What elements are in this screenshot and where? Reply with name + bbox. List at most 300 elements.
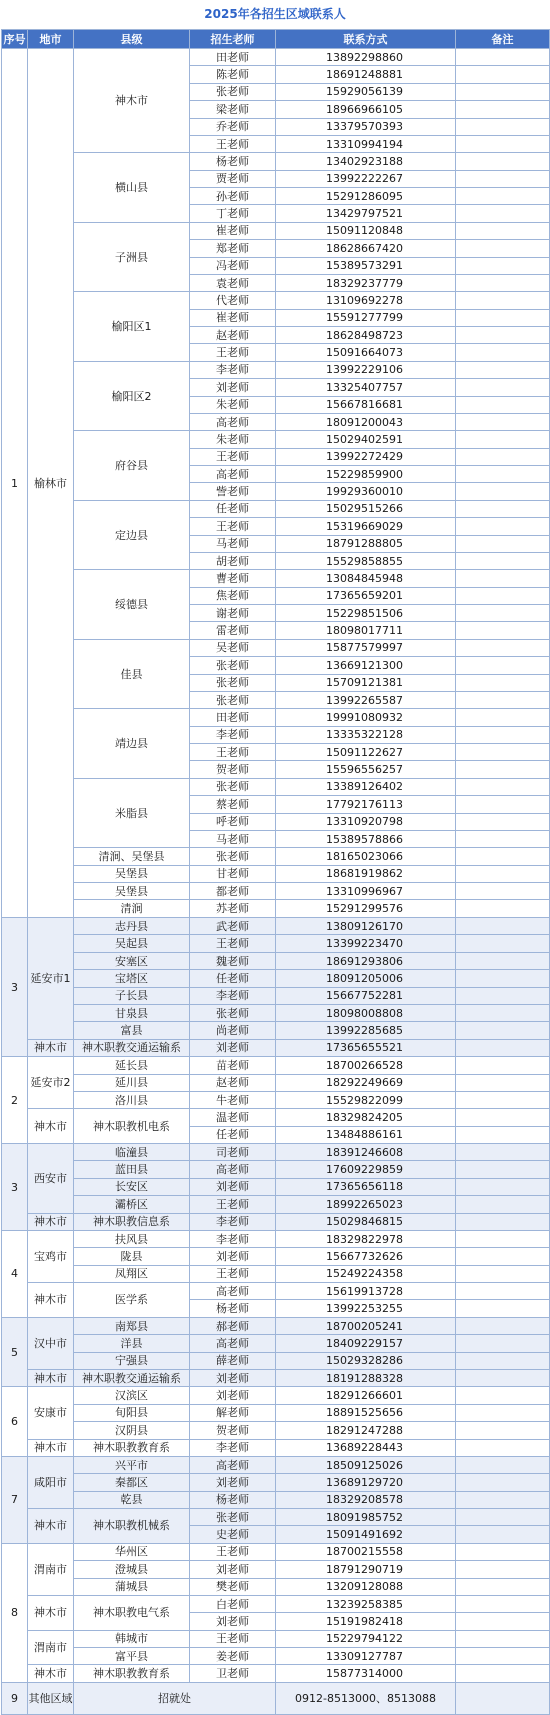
county-cell: 神木职教机械系: [74, 1509, 190, 1544]
teacher-cell: 高老师: [190, 1161, 276, 1178]
table-row: [2, 361, 550, 378]
phone-cell: 15249224358: [276, 1265, 456, 1282]
teacher-cell: 高老师: [190, 1335, 276, 1352]
remark-cell: [456, 170, 550, 187]
remark-cell: [456, 153, 550, 170]
phone-cell: 15709121381: [276, 674, 456, 691]
phone-cell: 15529822099: [276, 1091, 456, 1108]
phone-cell: 13325407757: [276, 379, 456, 396]
phone-cell: 18098008808: [276, 1004, 456, 1021]
phone-cell: 18700215558: [276, 1543, 456, 1560]
remark-cell: [456, 1300, 550, 1317]
seq-cell: 1: [2, 49, 28, 918]
remark-cell: [456, 274, 550, 291]
city-cell: 宝鸡市: [28, 1230, 74, 1282]
remark-cell: [456, 222, 550, 239]
phone-cell: 18691248881: [276, 66, 456, 83]
table-row: [2, 222, 550, 239]
remark-cell: [456, 865, 550, 882]
table-row: [2, 1369, 550, 1386]
county-cell: 子洲县: [74, 222, 190, 292]
header-contact: 联系方式: [276, 30, 456, 49]
contacts-table: [1, 29, 550, 1715]
county-cell: 旬阳县: [74, 1404, 190, 1421]
teacher-cell: 郑老师: [190, 240, 276, 257]
table-row: [2, 1543, 550, 1560]
county-cell: 扶风县: [74, 1230, 190, 1247]
teacher-cell: 王老师: [190, 1196, 276, 1213]
city-cell: 安康市: [28, 1387, 74, 1439]
phone-cell: 13310994194: [276, 135, 456, 152]
phone-cell: 18966966105: [276, 101, 456, 118]
phone-cell: 13689228443: [276, 1439, 456, 1456]
county-cell: 秦都区: [74, 1474, 190, 1491]
region-block: [2, 1317, 550, 1387]
table-row: [2, 1561, 550, 1578]
teacher-cell: 张老师: [190, 674, 276, 691]
teacher-cell: 张老师: [190, 657, 276, 674]
city-cell: 神木市: [28, 1509, 74, 1544]
page-title: 2025年各招生区域联系人: [204, 7, 346, 21]
phone-cell: 13689129720: [276, 1474, 456, 1491]
table-row: [2, 1161, 550, 1178]
teacher-cell: 刘老师: [190, 1387, 276, 1404]
table-row: [2, 500, 550, 517]
table-row: [2, 1665, 550, 1682]
phone-cell: 18165023066: [276, 848, 456, 865]
phone-cell: 18191288328: [276, 1369, 456, 1386]
phone-cell: 13992253255: [276, 1300, 456, 1317]
county-cell: 汉滨区: [74, 1387, 190, 1404]
table-row: [2, 1057, 550, 1074]
region-block: [2, 1543, 550, 1682]
table-row: [2, 1283, 550, 1300]
teacher-cell: 雷老师: [190, 622, 276, 639]
table-row: [2, 1213, 550, 1230]
phone-cell: 18091200043: [276, 413, 456, 430]
county-cell: 神木职教信息系: [74, 1213, 190, 1230]
teacher-cell: 白老师: [190, 1595, 276, 1612]
phone-cell: 13389126402: [276, 778, 456, 795]
county-cell: 神木职教机电系: [74, 1109, 190, 1144]
table-row: [2, 1578, 550, 1595]
teacher-cell: 刘老师: [190, 1613, 276, 1630]
remark-cell: [456, 674, 550, 691]
phone-cell: 13992265587: [276, 691, 456, 708]
county-cell: 安塞区: [74, 952, 190, 969]
teacher-cell: 赵老师: [190, 327, 276, 344]
header-teacher: 招生老师: [190, 30, 276, 49]
phone-cell: 18691293806: [276, 952, 456, 969]
phone-cell: 18628498723: [276, 327, 456, 344]
teacher-cell: 贺老师: [190, 1422, 276, 1439]
table-row: [2, 1509, 550, 1526]
teacher-cell: 高老师: [190, 1456, 276, 1473]
remark-cell: [456, 709, 550, 726]
city-cell: 神木市: [28, 1039, 74, 1056]
teacher-cell: 任老师: [190, 1126, 276, 1143]
phone-cell: 15229859900: [276, 466, 456, 483]
county-cell: 洋县: [74, 1335, 190, 1352]
teacher-cell: 李老师: [190, 1439, 276, 1456]
city-cell: 渭南市: [28, 1630, 74, 1665]
remark-cell: [456, 205, 550, 222]
teacher-cell: 苏老师: [190, 900, 276, 918]
table-row: [2, 1004, 550, 1021]
seq-cell: 3: [2, 1144, 28, 1231]
remark-cell: [456, 848, 550, 865]
remark-cell: [456, 900, 550, 918]
phone-cell: 15091664073: [276, 344, 456, 361]
remark-cell: [456, 1039, 550, 1056]
remark-cell: [456, 691, 550, 708]
remark-cell: [456, 726, 550, 743]
phone-cell: 17365659201: [276, 587, 456, 604]
teacher-cell: 任老师: [190, 500, 276, 517]
teacher-cell: 姜老师: [190, 1648, 276, 1665]
phone-cell: 13992229106: [276, 361, 456, 378]
remark-cell: [456, 639, 550, 656]
phone-cell: 18329237779: [276, 274, 456, 291]
remark-cell: [456, 1004, 550, 1021]
county-cell: 绥德县: [74, 570, 190, 640]
city-cell: 榆林市: [28, 49, 74, 918]
county-cell: 神木职教交通运输系: [74, 1039, 190, 1056]
phone-cell: 18329208578: [276, 1491, 456, 1508]
table-row: [2, 1317, 550, 1334]
county-cell: 长安区: [74, 1178, 190, 1195]
county-cell: 延川县: [74, 1074, 190, 1091]
city-cell: 其他区域: [28, 1682, 74, 1714]
teacher-cell: 张老师: [190, 848, 276, 865]
remark-cell: [456, 1057, 550, 1074]
phone-cell: 13809126170: [276, 918, 456, 935]
teacher-cell: 温老师: [190, 1109, 276, 1126]
teacher-cell: 王老师: [190, 448, 276, 465]
table-row: [2, 1630, 550, 1647]
county-cell: 米脂县: [74, 778, 190, 848]
phone-cell: 18291247288: [276, 1422, 456, 1439]
county-cell: 南郑县: [74, 1317, 190, 1334]
table-row: [2, 709, 550, 726]
teacher-cell: 刘老师: [190, 1039, 276, 1056]
remark-cell: [456, 1543, 550, 1560]
county-cell: 韩城市: [74, 1630, 190, 1647]
remark-cell: [456, 188, 550, 205]
table-row: [2, 1178, 550, 1195]
phone-cell: 19929360010: [276, 483, 456, 500]
county-cell: 临潼县: [74, 1144, 190, 1161]
remark-cell: [456, 570, 550, 587]
remark-cell: [456, 1665, 550, 1682]
remark-cell: [456, 1196, 550, 1213]
remark-cell: [456, 118, 550, 135]
remark-cell: [456, 309, 550, 326]
remark-cell: [456, 483, 550, 500]
teacher-cell: 贾老师: [190, 170, 276, 187]
teacher-cell: 刘老师: [190, 1178, 276, 1195]
teacher-cell: 田老师: [190, 49, 276, 66]
teacher-cell: 陈老师: [190, 66, 276, 83]
teacher-cell: 甘老师: [190, 865, 276, 882]
phone-cell: 15029515266: [276, 500, 456, 517]
phone-cell: 15091122627: [276, 744, 456, 761]
teacher-cell: 王老师: [190, 744, 276, 761]
remark-cell: [456, 49, 550, 66]
table-row: [2, 1352, 550, 1369]
remark-cell: [456, 240, 550, 257]
table-row: [2, 1144, 550, 1161]
teacher-cell: 刘老师: [190, 1561, 276, 1578]
remark-cell: [456, 448, 550, 465]
remark-cell: [456, 952, 550, 969]
phone-cell: 19991080932: [276, 709, 456, 726]
county-cell: 汉阴县: [74, 1422, 190, 1439]
teacher-cell: 呼老师: [190, 813, 276, 830]
table-row: [2, 848, 550, 865]
remark-cell: [456, 83, 550, 100]
remark-cell: [456, 1509, 550, 1526]
table-row: [2, 431, 550, 448]
county-cell: 兴平市: [74, 1456, 190, 1473]
remark-cell: [456, 1387, 550, 1404]
teacher-cell: 苗老师: [190, 1057, 276, 1074]
remark-cell: [456, 413, 550, 430]
city-cell: 汉中市: [28, 1317, 74, 1369]
teacher-cell: 高老师: [190, 413, 276, 430]
teacher-cell: 赵老师: [190, 1074, 276, 1091]
header-row: [2, 30, 550, 49]
teacher-cell: 张老师: [190, 83, 276, 100]
teacher-cell: 王老师: [190, 518, 276, 535]
remark-cell: [456, 466, 550, 483]
phone-cell: 15877314000: [276, 1665, 456, 1682]
teacher-cell: 张老师: [190, 778, 276, 795]
seq-cell: 7: [2, 1456, 28, 1543]
phone-cell: 15596556257: [276, 761, 456, 778]
phone-cell: 18091985752: [276, 1509, 456, 1526]
teacher-cell: 高老师: [190, 466, 276, 483]
table-row: [2, 1456, 550, 1473]
header-seq: 序号: [2, 30, 28, 49]
table-row: [2, 570, 550, 587]
phone-cell: 15091491692: [276, 1526, 456, 1543]
phone-cell: 17609229859: [276, 1161, 456, 1178]
county-cell: 澄城县: [74, 1561, 190, 1578]
teacher-cell: 刘老师: [190, 1474, 276, 1491]
teacher-cell: 王老师: [190, 135, 276, 152]
table-row: [2, 1387, 550, 1404]
teacher-cell: 王老师: [190, 1543, 276, 1560]
city-cell: 神木市: [28, 1109, 74, 1144]
phone-cell: 15877579997: [276, 639, 456, 656]
teacher-cell: 朱老师: [190, 396, 276, 413]
header-city: 地市: [28, 30, 74, 49]
remark-cell: [456, 552, 550, 569]
phone-cell: 13310996967: [276, 883, 456, 900]
county-cell: 招就处: [74, 1682, 276, 1714]
teacher-cell: 李老师: [190, 361, 276, 378]
phone-cell: 17365656118: [276, 1178, 456, 1195]
phone-cell: 18791290719: [276, 1561, 456, 1578]
region-block: [2, 918, 550, 1057]
phone-cell: 15389573291: [276, 257, 456, 274]
phone-cell: 18992265023: [276, 1196, 456, 1213]
phone-cell: 13084845948: [276, 570, 456, 587]
county-cell: 乾县: [74, 1491, 190, 1508]
county-cell: 凤翔区: [74, 1265, 190, 1282]
remark-cell: [456, 744, 550, 761]
teacher-cell: 曹老师: [190, 570, 276, 587]
city-cell: 神木市: [28, 1213, 74, 1230]
phone-cell: 18098017711: [276, 622, 456, 639]
remark-cell: [456, 813, 550, 830]
remark-cell: [456, 987, 550, 1004]
phone-cell: 15229794122: [276, 1630, 456, 1647]
remark-cell: [456, 1352, 550, 1369]
county-cell: 神木职教教育系: [74, 1439, 190, 1456]
phone-cell: 13399223470: [276, 935, 456, 952]
teacher-cell: 高老师: [190, 1283, 276, 1300]
remark-cell: [456, 1595, 550, 1612]
teacher-cell: 王老师: [190, 1265, 276, 1282]
region-block: [2, 1144, 550, 1231]
remark-cell: [456, 778, 550, 795]
teacher-cell: 袁老师: [190, 274, 276, 291]
remark-cell: [456, 1439, 550, 1456]
table-row: [2, 1022, 550, 1039]
county-cell: 华州区: [74, 1543, 190, 1560]
city-cell: 神木市: [28, 1595, 74, 1630]
teacher-cell: 马老师: [190, 535, 276, 552]
teacher-cell: 胡老师: [190, 552, 276, 569]
county-cell: 子长县: [74, 987, 190, 1004]
remark-cell: [456, 883, 550, 900]
table-row: [2, 1335, 550, 1352]
phone-cell: 17365655521: [276, 1039, 456, 1056]
remark-cell: [456, 361, 550, 378]
county-cell: 府谷县: [74, 431, 190, 501]
phone-cell: 15029846815: [276, 1213, 456, 1230]
table-row: [2, 865, 550, 882]
phone-cell: 13992285685: [276, 1022, 456, 1039]
county-cell: 宁强县: [74, 1352, 190, 1369]
county-cell: 志丹县: [74, 918, 190, 935]
seq-cell: 4: [2, 1230, 28, 1317]
table-row: [2, 639, 550, 656]
phone-cell: 0912-8513000、8513088: [276, 1682, 456, 1714]
city-cell: 延安市2: [28, 1057, 74, 1109]
remark-cell: [456, 1456, 550, 1473]
remark-cell: [456, 344, 550, 361]
phone-cell: 15529858855: [276, 552, 456, 569]
teacher-cell: 司老师: [190, 1144, 276, 1161]
table-row: [2, 952, 550, 969]
table-row: [2, 1682, 550, 1714]
phone-cell: 13109692278: [276, 292, 456, 309]
county-cell: 陇县: [74, 1248, 190, 1265]
remark-cell: [456, 1474, 550, 1491]
county-cell: 富平县: [74, 1648, 190, 1665]
phone-cell: 18409229157: [276, 1335, 456, 1352]
phone-cell: 18329822978: [276, 1230, 456, 1247]
phone-cell: 15029328286: [276, 1352, 456, 1369]
teacher-cell: 张老师: [190, 1509, 276, 1526]
remark-cell: [456, 292, 550, 309]
county-cell: 吴堡县: [74, 883, 190, 900]
remark-cell: [456, 1213, 550, 1230]
table-row: [2, 918, 550, 935]
phone-cell: 18891525656: [276, 1404, 456, 1421]
remark-cell: [456, 587, 550, 604]
city-cell: 延安市1: [28, 918, 74, 1040]
remark-cell: [456, 1283, 550, 1300]
teacher-cell: 任老师: [190, 970, 276, 987]
county-cell: 洛川县: [74, 1091, 190, 1108]
phone-cell: 15291299576: [276, 900, 456, 918]
teacher-cell: 刘老师: [190, 379, 276, 396]
remark-cell: [456, 535, 550, 552]
region-block: [2, 1387, 550, 1457]
teacher-cell: 訾老师: [190, 483, 276, 500]
city-cell: 神木市: [28, 1665, 74, 1682]
phone-cell: 18700266528: [276, 1057, 456, 1074]
remark-cell: [456, 1648, 550, 1665]
table-row: [2, 900, 550, 918]
remark-cell: [456, 379, 550, 396]
phone-cell: 13992222267: [276, 170, 456, 187]
city-cell: 神木市: [28, 1369, 74, 1386]
remark-cell: [456, 622, 550, 639]
teacher-cell: 杨老师: [190, 1300, 276, 1317]
region-block: [2, 1230, 550, 1317]
teacher-cell: 冯老师: [190, 257, 276, 274]
teacher-cell: 李老师: [190, 987, 276, 1004]
table-row: [2, 1230, 550, 1247]
remark-cell: [456, 1526, 550, 1543]
remark-cell: [456, 1682, 550, 1714]
teacher-cell: 李老师: [190, 1213, 276, 1230]
teacher-cell: 梁老师: [190, 101, 276, 118]
teacher-cell: 郝老师: [190, 1317, 276, 1334]
teacher-cell: 谢老师: [190, 605, 276, 622]
phone-cell: 13484886161: [276, 1126, 456, 1143]
teacher-cell: 张老师: [190, 691, 276, 708]
teacher-cell: 吴老师: [190, 639, 276, 656]
teacher-cell: 孙老师: [190, 188, 276, 205]
table-row: [2, 153, 550, 170]
remark-cell: [456, 918, 550, 935]
county-cell: 延长县: [74, 1057, 190, 1074]
teacher-cell: 薛老师: [190, 1352, 276, 1369]
phone-cell: 18329824205: [276, 1109, 456, 1126]
remark-cell: [456, 970, 550, 987]
table-row: [2, 987, 550, 1004]
remark-cell: [456, 1091, 550, 1108]
remark-cell: [456, 101, 550, 118]
remark-cell: [456, 1126, 550, 1143]
table-row: [2, 1648, 550, 1665]
remark-cell: [456, 1144, 550, 1161]
remark-cell: [456, 518, 550, 535]
teacher-cell: 杨老师: [190, 153, 276, 170]
teacher-cell: 贺老师: [190, 761, 276, 778]
county-cell: 神木职教交通运输系: [74, 1369, 190, 1386]
phone-cell: 18681919862: [276, 865, 456, 882]
table-row: [2, 1196, 550, 1213]
seq-cell: 8: [2, 1543, 28, 1682]
remark-cell: [456, 1630, 550, 1647]
